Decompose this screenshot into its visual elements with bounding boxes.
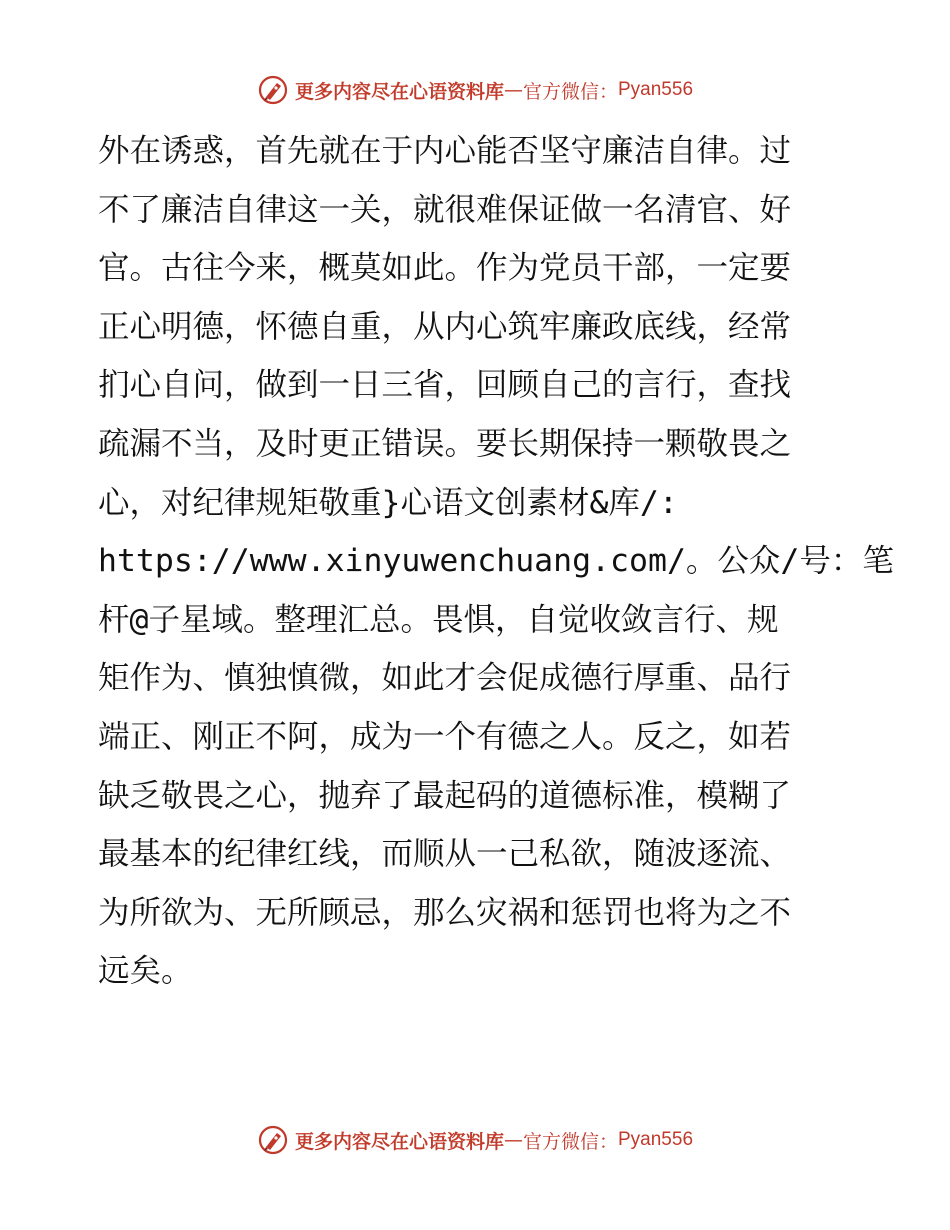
footer-dash: — [503, 1129, 523, 1151]
body-line-url[interactable]: https://www.xinyuwenchuang.com/。公众/号：笔 [98, 543, 894, 580]
footer-banner [0, 1120, 950, 1160]
body-line: 外在诱惑，首先就在于内心能否坚守廉洁自律。过 [98, 133, 792, 169]
header-dash: — [503, 79, 523, 101]
header-banner [0, 70, 950, 110]
header-promo-text: 更多内容尽在心语资料库 [294, 80, 504, 103]
pen-nib-logo-icon [257, 1124, 289, 1156]
footer-wechat-id: Pyan556 [618, 1129, 694, 1150]
header-wechat-id: Pyan556 [618, 79, 694, 100]
pen-nib-logo-icon [257, 74, 289, 106]
header-wechat-label: 官方微信： [522, 80, 618, 103]
body-line: 端正、刚正不阿，成为一个有德之人。反之，如若 [98, 718, 792, 755]
body-line: 矩作为、慎独慎微，如此才会促成德行厚重、品行 [98, 660, 792, 697]
body-line: 远矣。 [98, 953, 193, 990]
body-line: 心，对纪律规矩敬重}心语文创素材&库/: [98, 484, 678, 521]
body-line: 官。古往今来，概莫如此。作为党员干部，一定要 [98, 250, 792, 287]
footer-promo-text: 更多内容尽在心语资料库 [294, 1130, 504, 1153]
body-line: 疏漏不当，及时更正错误。要长期保持一颗敬畏之 [98, 425, 792, 462]
body-line: 扪心自问，做到一日三省，回顾自己的言行，查找 [98, 367, 792, 404]
body-line: 为所欲为、无所顾忌，那么灾祸和惩罚也将为之不 [98, 894, 792, 931]
footer-wechat-label: 官方微信： [522, 1130, 618, 1153]
body-line: 缺乏敬畏之心，抛弃了最起码的道德标准，模糊了 [98, 777, 792, 814]
article-body [98, 122, 894, 1001]
body-line: 正心明德，怀德自重，从内心筑牢廉政底线，经常 [98, 308, 792, 345]
body-line: 最基本的纪律红线，而顺从一己私欲，随波逐流、 [98, 836, 792, 873]
body-line: 杆@子星域。整理汇总。畏惧，自觉收敛言行、规 [98, 601, 779, 638]
body-line: 不了廉洁自律这一关，就很难保证做一名清官、好 [98, 191, 792, 228]
